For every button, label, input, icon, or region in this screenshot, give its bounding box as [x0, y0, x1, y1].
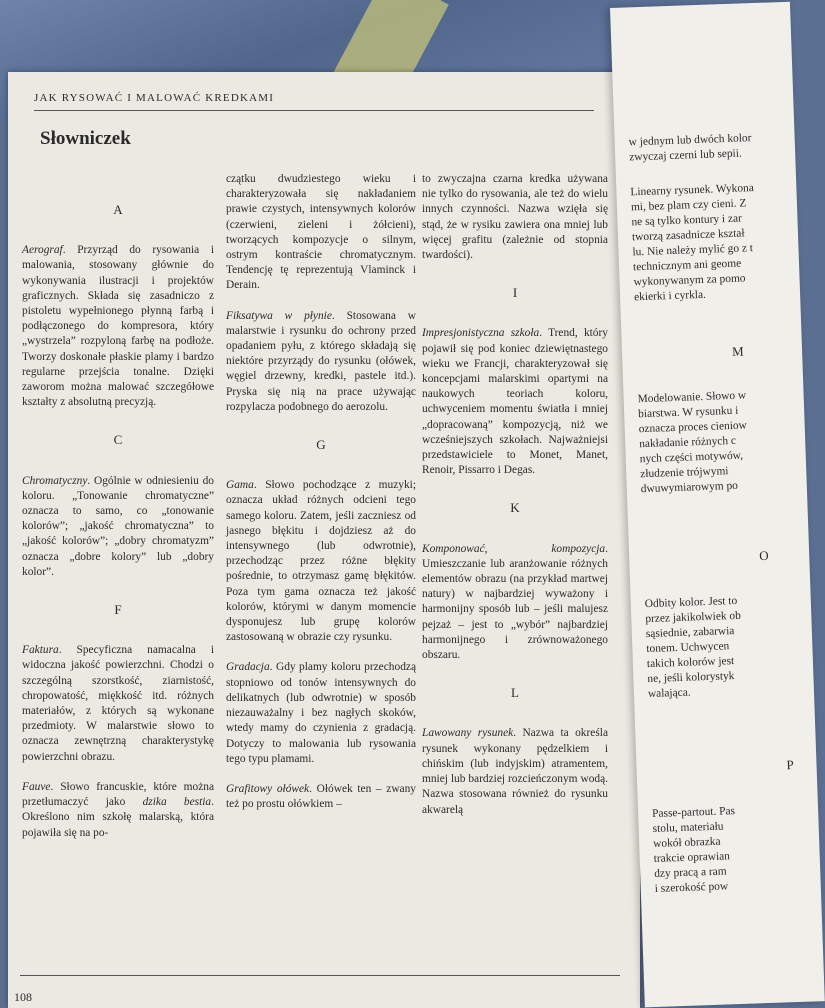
right-line-24: walająca. — [647, 686, 691, 701]
section-letter-i: I — [512, 285, 518, 301]
right-line-26: stolu, materiału — [652, 820, 724, 836]
footer-rule — [20, 975, 620, 976]
term-fauve: Fauve — [22, 780, 51, 793]
term-kompozycja: Komponować, kompozycja — [422, 542, 606, 555]
def-fauve-b: . Określono nim szkołę malarską, która pojawiła się na po- — [22, 796, 214, 839]
entry-fauve-cont: czątku dwudziestego wieku i charakteryzowała się nakładaniem prawie czystych, intensywnych kolorów (czerwieni, zieleni i żółcieni), tworzących kompozycje o silnym, ostrym kontraście chromatycznym. Tendencję tę reprezentują Vlaminck i Derain. — [226, 173, 416, 292]
def-fiksatywa: . Stosowana w malarstwie i rysunku do ochrony przed opadaniem pyłu, z którego składają się niektóre przyrządy do rysunku (ołówek, węgiel drzewny, kredki, pastele itd.). Pryska się nią na prace używając rozpylacza podobnego do aerozolu. — [226, 309, 416, 413]
entry-lawowany — [422, 726, 608, 817]
column-1 — [22, 180, 214, 856]
right-line-28: trakcie oprawian — [653, 850, 731, 865]
right-line-22: takich kolorów jest — [646, 655, 735, 671]
entry-chromatyczny — [22, 474, 214, 580]
term-lawowany: Lawowany rysunek — [422, 727, 514, 740]
right-line-18: Odbity kolor. Jest to — [644, 594, 738, 611]
def-kompozycja: . Umieszczanie lub aranżowanie różnych elementów obrazu (na przykład martwej natury) w najbardziej wyważony i harmonijny sposób lub – jeśli malujesz pejzaż – jest to „wybór” najbardziej harmonijnego i zrównoważonego obszaru. — [422, 542, 608, 662]
def-fauve-a: . Słowo francuskie, które można przetłumaczyć jako — [22, 780, 214, 809]
right-line-4: mi, bez plam czy cieni. Z — [630, 197, 747, 214]
term-chromatyczny: Chromatyczny — [22, 474, 88, 487]
section-letter-l: L — [511, 685, 519, 701]
right-line-13: oznacza proces cieniow — [638, 419, 748, 436]
entry-kompozycja — [422, 542, 608, 664]
entry-faktura — [22, 643, 214, 765]
entry-grafitowy-cont: to zwyczajna czarna kredka używana nie tylko do rysowania, ale też do wielu innych czynności. Nazwa wzięła się stąd, że w rysiku zawiera ona mniej lub więcej grafitu (zależnie od stopnia twardości). — [422, 173, 608, 262]
def-chromatyczny: . Ogólnie w odniesieniu do koloru. „Tonowanie chromatyczne” oznacza to samo, co „tonowanie kolorów”; „jakość chromatyczna” to „jakość kolorów”; „dobry chromatyzm” oznacza „dobre kolory” lub „dobry kolor”. — [22, 474, 214, 578]
right-line-15: nych części motywów, — [639, 449, 744, 466]
right-line-9: wykonywanym za pomo — [633, 272, 746, 289]
right-line-25: Passe-partout. Pas — [651, 805, 736, 821]
column-3 — [422, 172, 608, 833]
def-faktura: . Specyficzna namacalna i widoczna jakość powierzchni. Chodzi o szczególną szorstkość, ziarnistość, chropowatość, miękkość itd. różnych materiałów, z których są wykonane przedmioty. W malarstwie słowo to oznacza zewnętrzną charakterystykę powierzchni obrazu. — [22, 644, 214, 763]
right-line-10: ekierki i cyrkla. — [633, 288, 707, 304]
right-line-8: technicznym ani geome — [632, 257, 742, 274]
entry-grafitowy — [226, 782, 416, 812]
right-line-6: tworzą zasadnicze kształ — [631, 227, 745, 244]
def-grafitowy: . Ołówek ten – zwany też po prostu ołówkiem – — [226, 782, 417, 811]
entry-aerograf — [22, 243, 214, 410]
entry-gradacja — [226, 660, 416, 766]
right-line-30: i szerokość pow — [654, 880, 729, 895]
right-line-3: Linearny rysunek. Wykona — [630, 182, 755, 199]
def-gradacja: . Gdy plamy koloru przechodzą stopniowo od tonów intensywnych do delikatnych (lub odwrotnie) w sposób niezauważalny i bez nagłych skoków, wtedy mamy do czynienia z gradacją. Dotyczy to malowania lub rysowania tego typu plamami. — [226, 661, 416, 765]
right-letter-m: M — [731, 343, 744, 359]
right-line-16: złudzenie trójwymi — [640, 465, 729, 481]
right-line-20: sąsiednie, zabarwia — [645, 625, 735, 641]
term-gradacja: Gradacja — [226, 661, 270, 674]
right-letter-p: P — [786, 757, 795, 773]
right-letter-o: O — [758, 547, 769, 564]
entry-fiksatywa — [226, 309, 416, 415]
term-fiksatywa: Fiksatywa w płynie — [226, 309, 332, 322]
running-header: JAK RYSOWAĆ I MALOWAĆ KREDKAMI — [34, 92, 594, 111]
term-impresjonistyczna: Impresjonistyczna szkoła — [422, 327, 540, 340]
right-line-27: wokół obrazka — [652, 835, 721, 850]
term-aerograf: Aerograf — [22, 244, 63, 257]
entry-gama — [226, 478, 416, 645]
right-line-2: zwyczaj czerni lub sepii. — [629, 147, 742, 164]
entry-fauve — [22, 780, 214, 841]
right-line-5: ne są tylko kontury i zar — [631, 212, 743, 229]
section-letter-a: A — [113, 202, 123, 217]
right-line-7: lu. Nie należy mylić go z t — [632, 242, 754, 259]
def-lawowany: . Nazwa ta określa rysunek wykonany pędzelkiem i chińskim (lub indyjskim) atramentem, mniej lub bardziej rozcieńczonym wodą. Nazwa stosowana również do rysunku akwarelą — [422, 727, 609, 816]
def-aerograf: . Przyrząd do rysowania i malowania, stosowany głównie do wykonywania ilustracji i projektów graficznych. Składa się zasadniczo z pistoletu wypełnionego płynną farbą i podłączonego do kompresora, który „wystrzela” rozpyloną farbę na podłoże. Tworzy doskonałe płaskie plamy i bardzo regularne przejścia tonalne. Dzięki zaworom można malować szczegółowe kształty z absolutną precyzją. — [22, 244, 214, 409]
header-rule — [34, 110, 594, 111]
section-letter-c: C — [113, 432, 123, 448]
right-line-11: Modelowanie. Słowo w — [637, 389, 747, 406]
right-line-14: nakładanie różnych c — [639, 434, 737, 451]
right-line-19: przez jakikolwiek ob — [645, 609, 742, 626]
right-line-21: tonem. Uchwycen — [646, 640, 730, 656]
right-line-1: w jednym lub dwóch kolor — [628, 132, 752, 149]
def-fauve-italic: dzika bestia — [142, 796, 212, 809]
def-gama: . Słowo pochodzące z muzyki; oznacza układ różnych odcieni tego samego koloru. Zatem, jeśli zaczniesz od jasnego błękitu i dojdziesz aż do intensywnego (lub odwrotnie), przechodząc przez różne błękity pośrednie, to otrzymasz gamę błękitów. Poza tym gama oznacza też jakość kolorów, którymi w danym momencie dysponujesz lub grupę kolorów zastosowaną w obrazie czy rysunku. — [226, 479, 416, 644]
right-page — [610, 2, 825, 1008]
term-grafitowy: Grafitowy ołówek — [226, 782, 310, 795]
page-title: Słowniczek — [40, 128, 131, 149]
section-letter-g: G — [316, 437, 326, 453]
def-impresjonistyczna: . Trend, który pojawił się pod koniec dziewiętnastego wieku we Francji, charakteryzował się koncepcjami malarskimi opartymi na naukowych teoriach koloru, uchwyceniem momentu światła i mniej „dopracowaną” kompozycją, niż we wcześniejszych szkołach. Najważniejsi przedstawiciele to Monet, Manet, Renoir, Pissarro i Degas. — [422, 327, 608, 477]
column-2 — [226, 172, 416, 827]
section-letter-f: F — [114, 602, 122, 618]
right-line-29: dzy pracą a ram — [654, 865, 727, 880]
right-line-12: biarstwa. W rysunku i — [637, 404, 739, 421]
term-faktura: Faktura — [22, 644, 59, 657]
entry-impresjonistyczna — [422, 326, 608, 478]
right-line-17: dwuwymiarowym po — [640, 479, 739, 496]
term-gama: Gama — [226, 479, 254, 492]
right-line-23: ne, jeśli kolorystyk — [647, 670, 735, 686]
page-number: 108 — [14, 990, 32, 1004]
section-letter-k: K — [510, 500, 520, 516]
